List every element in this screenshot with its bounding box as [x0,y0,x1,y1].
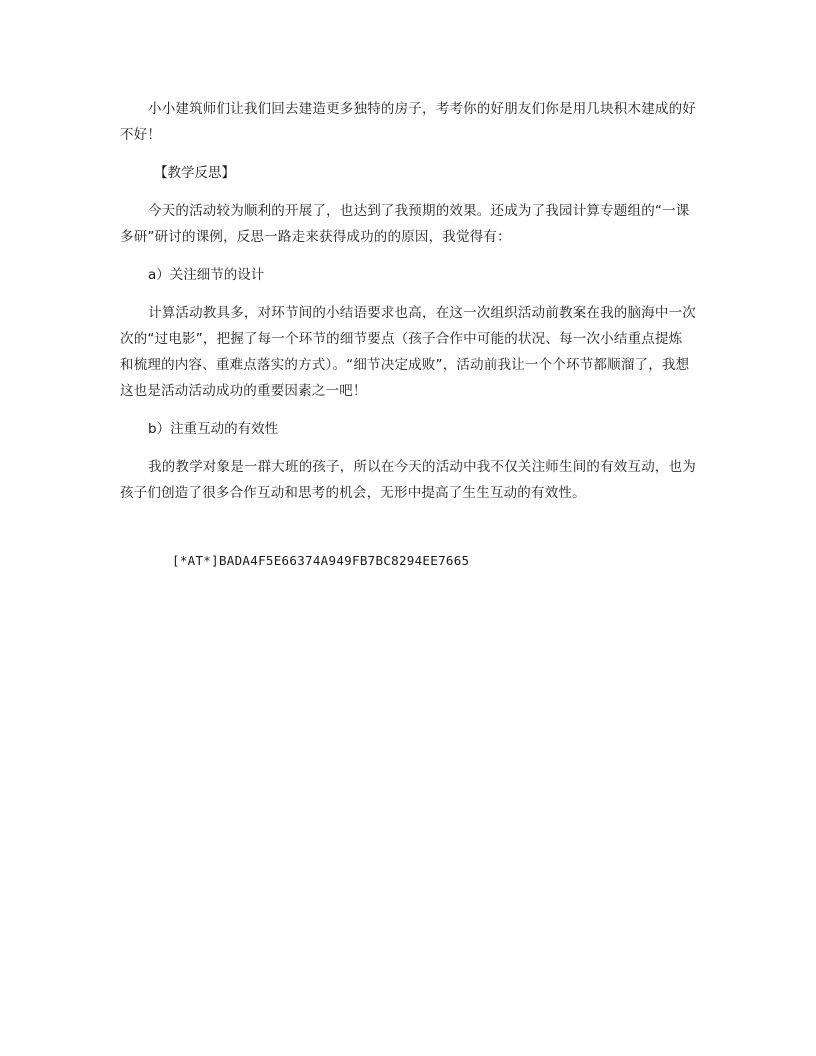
document-body [120,96,696,506]
point-b-paragraph: 我的教学对象是一群大班的孩子，所以在今天的活动中我不仅关注师生间的有效互动，也为孩子们创造了很多合作互动和思考的机会，无形中提高了生生互动的有效性。 [120,459,696,501]
point-b-title: b）注重互动的有效性 [148,421,279,437]
spacer [120,288,696,300]
reflection-intro-paragraph: 今天的活动较为顺利的开展了，也达到了我预期的效果。还成为了我园计算专题组的“一课多研”研讨的课例，反思一路走来获得成功的的原因，我觉得有： [120,203,690,245]
intro-paragraph: 小小建筑师们让我们回去建造更多独特的房子，考考你的好朋友们你是用几块积木建成的好不好！ [120,101,696,143]
spacer [120,404,696,416]
point-a-paragraph: 计算活动教具多，对环节间的小结语要求也高，在这一次组织活动前教案在我的脑海中一次次的“过电影”，把握了每一个环节的细节要点（孩子合作中可能的状况、每一次小结重点提炼和梳理的内容、重难点落实的方式）。“细节决定成败”，活动前我让一个个环节都顺溜了，我想这也是活动活动成功的重要因素之一吧！ [120,305,696,399]
spacer [120,148,696,160]
document-id-code: [*AT*]BADA4F5E66374A949FB7BC8294EE7665 [172,553,470,568]
spacer [120,442,696,454]
spacer [120,186,696,198]
point-a-title: a）关注细节的设计 [148,267,265,283]
reflection-heading: 【教学反思】 [154,165,235,181]
spacer [120,250,696,262]
